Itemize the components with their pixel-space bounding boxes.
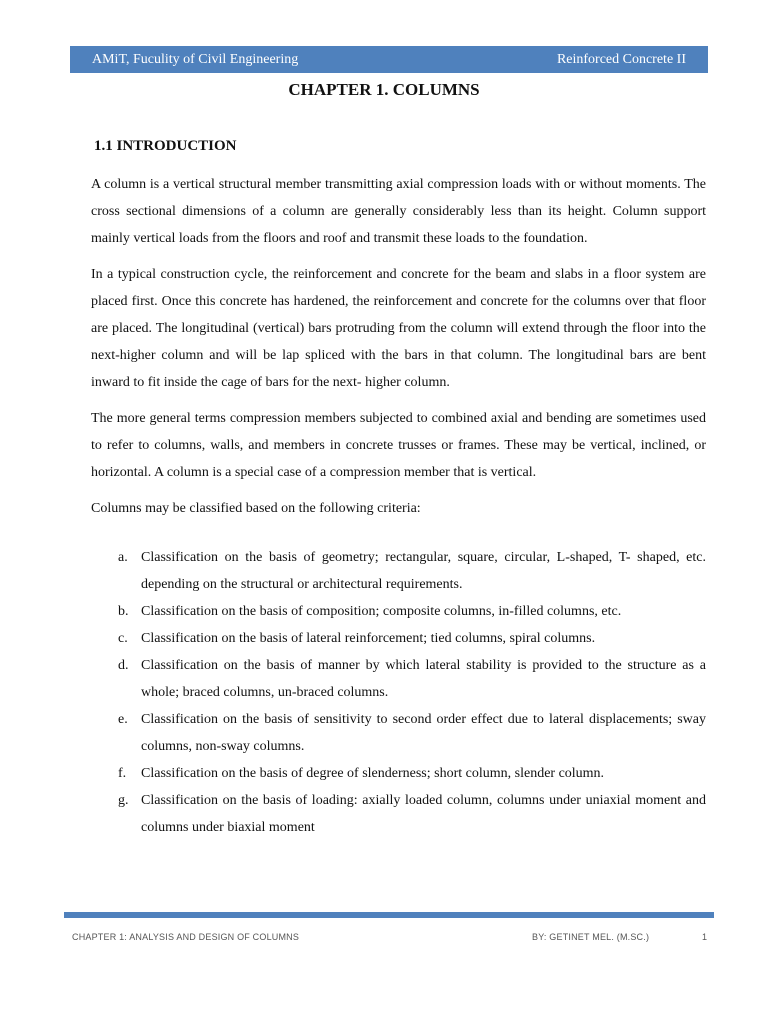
list-item (91, 625, 706, 652)
paragraph-construction-cycle: In a typical construction cycle, the reinforcement and concrete for the beam and slabs in a floor system are placed first. Once this concrete has hardened, the reinforcement and concrete for the columns over that floor are placed. The longitudinal (vertical) bars protruding from the column will extend through the floor into the next-higher column and will be lap spliced with the bars in that column. The longitudinal bars are bent inward to fit inside the cage of bars for the next- higher column. (91, 267, 706, 390)
paragraph-compression-members: The more general terms compression members subjected to combined axial and bending are sometimes used to refer to columns, walls, and members in concrete trusses or frames. These may be vertical, inclined, or horizontal. A column is a special case of a compression member that is vertical. (91, 411, 706, 480)
list-marker: g. (118, 793, 129, 808)
list-marker: d. (118, 658, 129, 673)
list-item (91, 787, 706, 841)
footer-author: BY: GETINET MEL. (M.SC.) (532, 932, 650, 942)
list-item-text: Classification on the basis of composition; composite columns, in-filled columns, etc. (141, 604, 622, 619)
footer-divider (64, 912, 714, 918)
list-item-text: Classification on the basis of loading: axially loaded column, columns under uniaxial moment and columns under biaxial moment (141, 793, 706, 835)
list-item-text: Classification on the basis of lateral reinforcement; tied columns, spiral columns. (141, 631, 596, 646)
list-item (91, 760, 706, 787)
list-item-text: Classification on the basis of geometry; rectangular, square, circular, L-shaped, T- shaped, etc. depending on the structural or architectural requirements. (141, 550, 706, 592)
list-item-text: Classification on the basis of degree of slenderness; short column, slender column. (141, 766, 605, 781)
page-header (70, 46, 708, 73)
document-body (91, 171, 706, 841)
list-item (91, 652, 706, 706)
page-number: 1 (702, 932, 708, 942)
list-item (91, 706, 706, 760)
section-heading: 1.1 INTRODUCTION (94, 138, 237, 154)
list-marker: f. (118, 766, 127, 781)
list-item (91, 598, 706, 625)
list-marker: c. (118, 631, 128, 646)
list-item (91, 544, 706, 598)
list-marker: e. (118, 712, 128, 727)
paragraph-intro: A column is a vertical structural member transmitting axial compression loads with or without moments. The cross sectional dimensions of a column are generally considerably less than its height. Column support mainly vertical loads from the floors and roof and transmit these loads to the foundation. (91, 177, 706, 246)
header-course: Reinforced Concrete II (556, 52, 686, 67)
chapter-title: CHAPTER 1. COLUMNS (288, 80, 480, 99)
list-item-text: Classification on the basis of manner by which lateral stability is provided to the structure as a whole; braced columns, un-braced columns. (141, 658, 706, 700)
footer-chapter: CHAPTER 1: ANALYSIS AND DESIGN OF COLUMNS (72, 932, 300, 942)
paragraph-classification-lead: Columns may be classified based on the following criteria: (91, 501, 421, 516)
classification-list (91, 544, 706, 841)
list-marker: a. (118, 550, 128, 565)
list-marker: b. (118, 604, 129, 619)
list-item-text: Classification on the basis of sensitivity to second order effect due to lateral displacements; sway columns, non-sway columns. (141, 712, 706, 754)
header-institution: AMiT, Fuculity of Civil Engineering (92, 52, 299, 67)
